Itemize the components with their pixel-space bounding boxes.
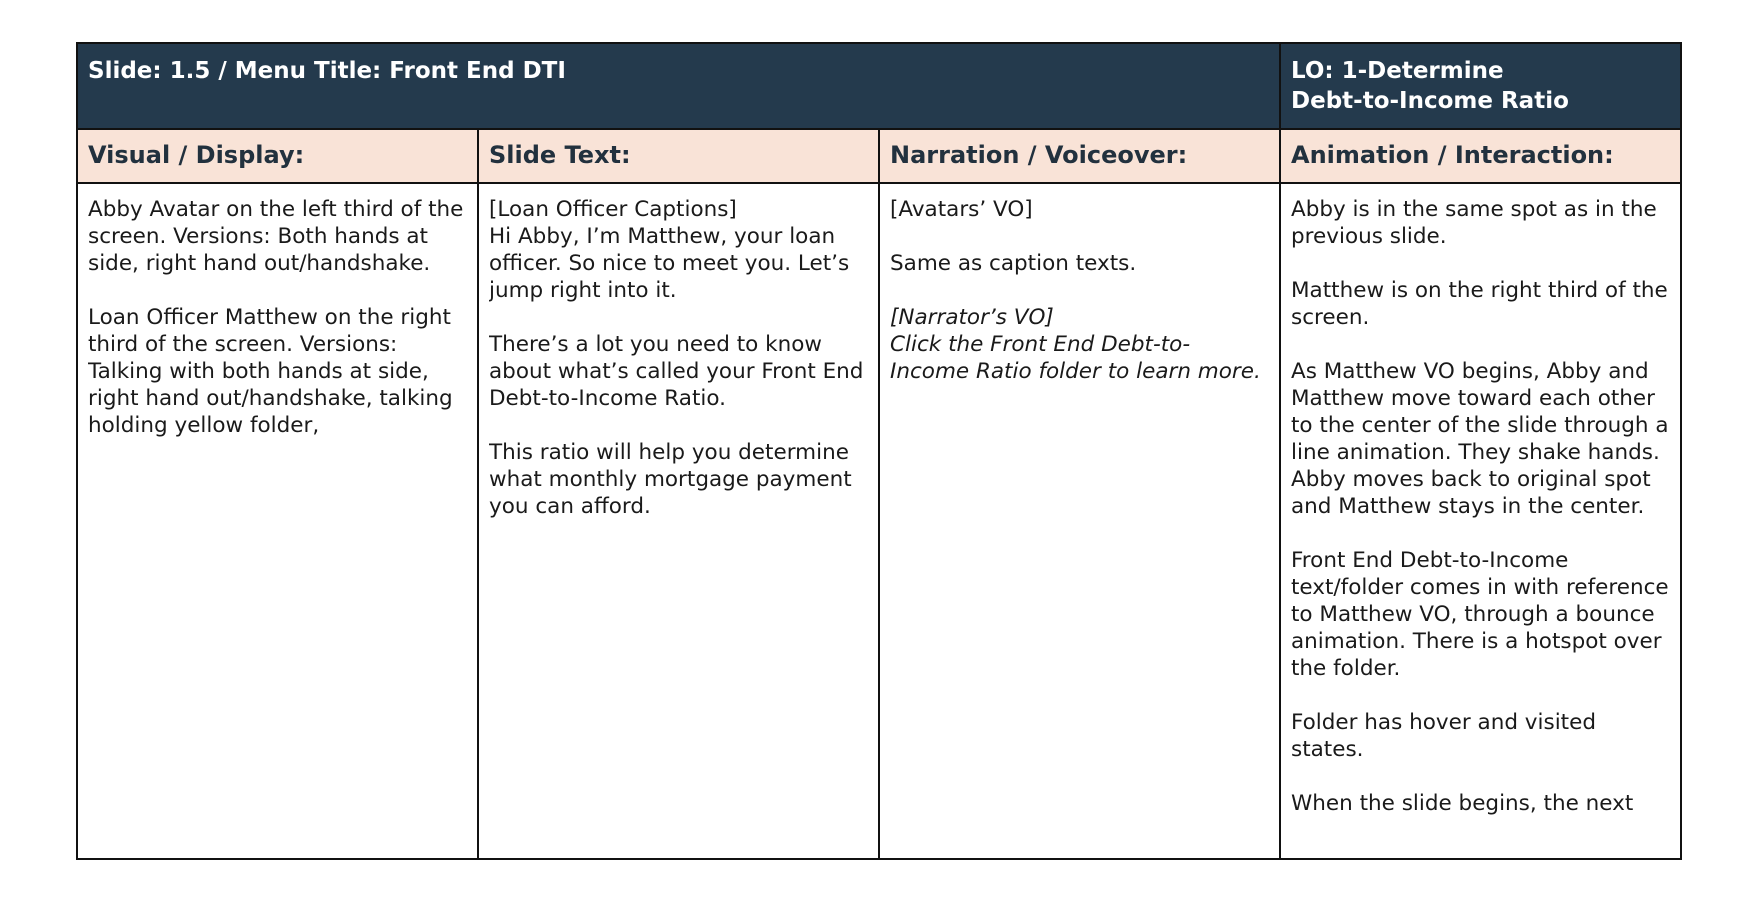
animation-paragraph: Front End Debt-to-Income text/folder comes in with reference to Matthew VO, through a bounce animation. There is a hotspot over the folder. (1291, 548, 1669, 681)
slide-text-cell (478, 183, 879, 859)
animation-paragraph: Folder has hover and visited states. (1291, 710, 1596, 762)
narration-cell (879, 183, 1280, 859)
learning-objective-line1: LO: 1-Determine (1291, 58, 1504, 84)
column-header-visual: Visual / Display: (77, 129, 478, 183)
narration-paragraph: Same as caption texts. (890, 251, 1137, 276)
animation-paragraph: As Matthew VO begins, Abby and Matthew move toward each other to the center of the slide through a line animation. They shake hands. Abby moves back to original spot and Matthew stays in the center. (1291, 359, 1669, 519)
visual-paragraph: Abby Avatar on the left third of the screen. Versions: Both hands at side, right hand out/handshake. (88, 197, 464, 276)
visual-paragraph: Loan Officer Matthew on the right third of the screen. Versions: Talking with both hands at side, right hand out/handshake, talking holding yellow folder, (88, 305, 453, 438)
content-row (77, 183, 1681, 859)
narrator-vo-label: [Narrator’s VO] (890, 305, 1054, 330)
slide-text-paragraph: This ratio will help you determine what monthly mortgage payment you can afford. (489, 440, 852, 519)
animation-paragraph: Abby is in the same spot as in the previous slide. (1291, 197, 1657, 249)
animation-cell (1280, 183, 1681, 859)
column-header-row (77, 129, 1681, 183)
visual-cell (77, 183, 478, 859)
avatars-vo-label: [Avatars’ VO] (890, 197, 1033, 222)
caption-label: [Loan Officer Captions] (489, 197, 737, 222)
slide-text-paragraph: Hi Abby, I’m Matthew, your loan officer. So nice to meet you. Let’s jump right into it. (489, 224, 850, 303)
slide-text-paragraph: There’s a lot you need to know about what’s called your Front End Debt-to-Income Ratio. (489, 332, 864, 411)
slide-title-cell (77, 43, 1280, 129)
column-header-slide-text: Slide Text: (478, 129, 879, 183)
animation-paragraph: Matthew is on the right third of the screen. (1291, 278, 1668, 330)
column-header-narration: Narration / Voiceover: (879, 129, 1280, 183)
slide-title: Slide: 1.5 / Menu Title: Front End DTI (88, 58, 566, 84)
animation-paragraph: When the slide begins, the next (1291, 791, 1634, 816)
column-header-animation: Animation / Interaction: (1280, 129, 1681, 183)
storyboard-table (76, 42, 1682, 860)
learning-objective-cell (1280, 43, 1681, 129)
learning-objective-line2: Debt-to-Income Ratio (1291, 88, 1569, 114)
narrator-paragraph: Click the Front End Debt-to-Income Ratio folder to learn more. (890, 332, 1261, 384)
header-row (77, 43, 1681, 129)
